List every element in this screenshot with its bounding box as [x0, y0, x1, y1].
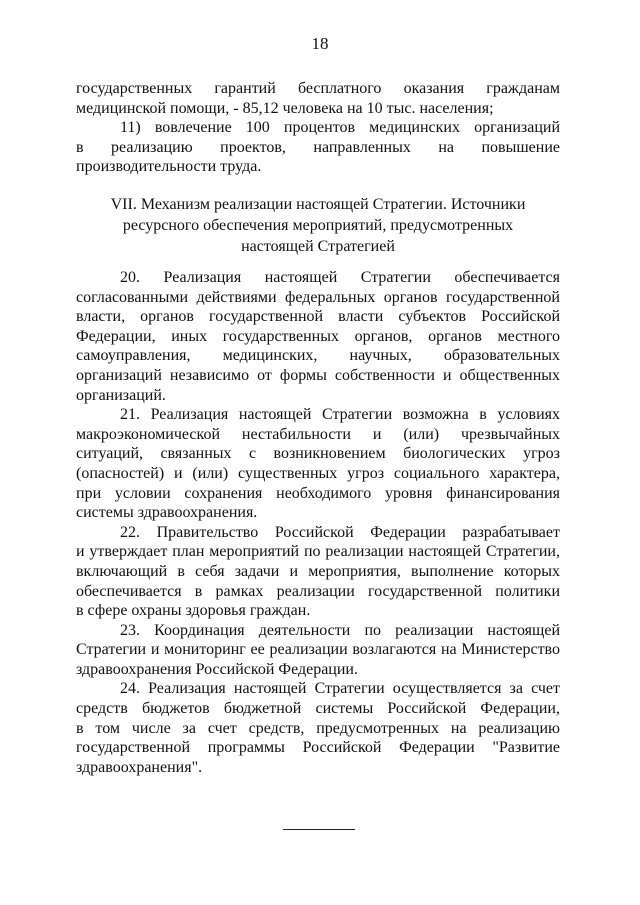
text-line: самоуправления, медицинских, научных, образовательных — [76, 347, 560, 365]
text-line: Стратегии и мониторинг ее реализации возлагаются на Министерство — [76, 641, 560, 659]
text-line: организаций независимо от формы собственности и общественных — [76, 366, 560, 384]
section-heading-line: ресурсного обеспечения мероприятий, предусмотренных — [122, 217, 514, 234]
text-line: при условии сохранения необходимого уровня финансирования — [76, 484, 560, 502]
paragraph-21-first-line: 21. Реализация настоящей Стратегии возможна в условиях — [120, 406, 560, 424]
text-line: власти, органов государственной власти субъектов Российской — [76, 308, 560, 326]
text-line: (опасностей) и (или) существенных угроз социального характера, — [76, 464, 560, 482]
continued-list-block — [76, 79, 560, 177]
section-heading-line: VII. Механизм реализации настоящей Стратегии. Источники — [110, 196, 526, 213]
end-divider-line — [283, 829, 355, 830]
page-number: 18 — [311, 34, 329, 53]
text-line: производительности труда. — [76, 158, 262, 176]
paragraph-24-first-line: 24. Реализация настоящей Стратегии осуществляется за счет — [120, 680, 560, 698]
paragraph-20-first-line: 20. Реализация настоящей Стратегии обеспечивается — [120, 269, 560, 286]
text-line: ситуаций, связанных с возникновением биологических угроз — [76, 445, 560, 463]
text-line: и утверждает план мероприятий по реализации настоящей Стратегии, — [76, 543, 560, 561]
section-body — [76, 268, 560, 777]
section-heading — [76, 194, 560, 257]
paragraph-23-first-line: 23. Координация деятельности по реализации настоящей — [120, 621, 560, 639]
text-line: здравоохранения". — [76, 758, 203, 776]
text-line: в реализацию проектов, направленных на повышение — [76, 138, 560, 156]
text-line: макроэкономической нестабильности и (или) чрезвычайных — [76, 425, 560, 443]
text-line: в сфере охраны здоровья граждан. — [76, 602, 311, 620]
paragraph-22-first-line: 22. Правительство Российской Федерации разрабатывает — [120, 523, 560, 541]
text-line: обеспечивается в рамках реализации государственной политики — [76, 582, 560, 600]
text-line: включающий в себя задачи и мероприятия, выполнение которых — [76, 562, 560, 580]
text-line: государственной программы Российской Федерации "Развитие — [76, 739, 560, 757]
text-line: организаций. — [76, 386, 166, 404]
section-heading-line: настоящей Стратегией — [241, 238, 395, 255]
text-line: системы здравоохранения. — [76, 504, 258, 522]
list-item-11-line: 11) вовлечение 100 процентов медицинских организаций — [120, 119, 560, 137]
text-line: в том числе за счет средств, предусмотренных на реализацию — [76, 719, 560, 737]
text-line: здравоохранения Российской Федерации. — [76, 660, 358, 678]
text-line: средств бюджетов бюджетной системы Российской Федерации, — [76, 700, 560, 718]
text-line: государственных гарантий бесплатного оказания гражданам — [76, 80, 560, 97]
text-line: согласованными действиями федеральных органов государственной — [76, 288, 560, 306]
text-line: медицинской помощи, - 85,12 человека на 10 тыс. населения; — [76, 99, 494, 117]
text-line: Федерации, иных государственных органов, органов местного — [76, 327, 560, 345]
